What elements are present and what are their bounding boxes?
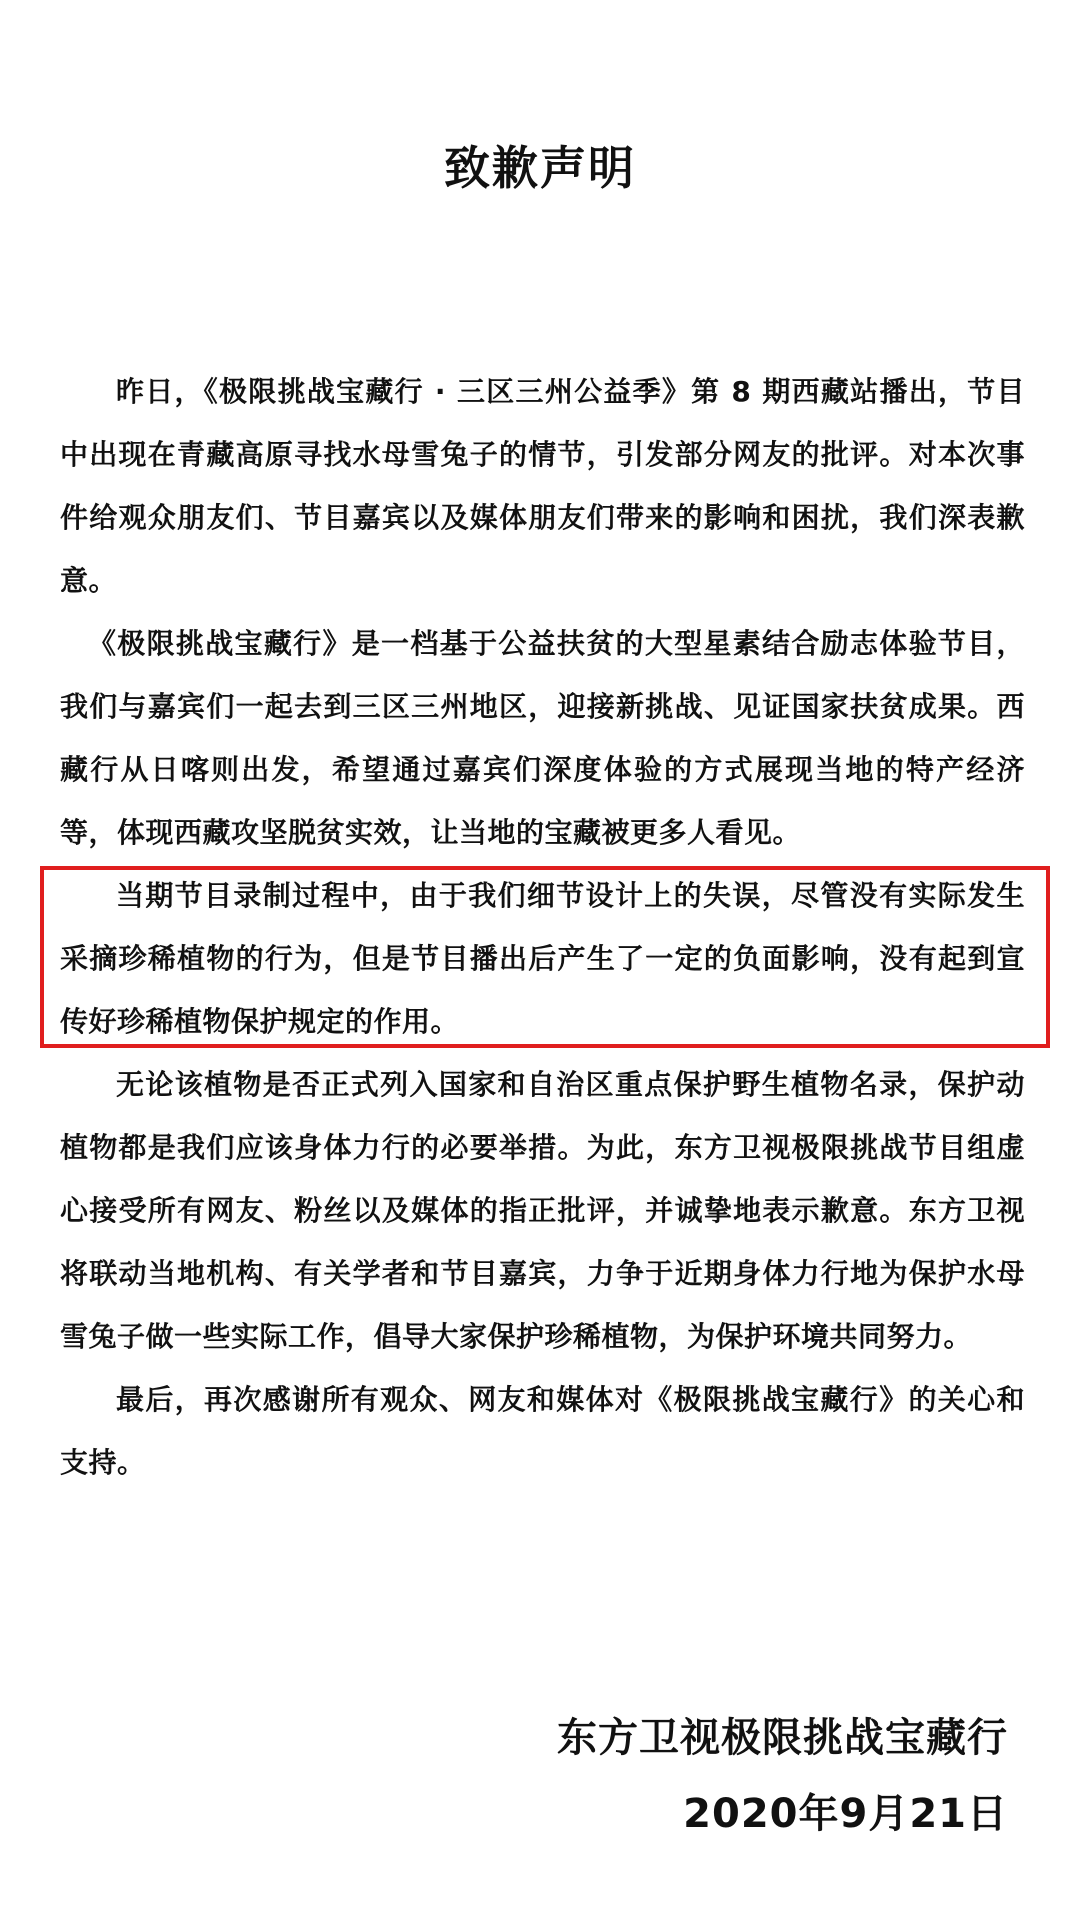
document-title: 致歉声明 xyxy=(444,141,636,195)
signature-block xyxy=(557,1700,1008,1852)
signature-organization: 东方卫视极限挑战宝藏行 xyxy=(557,1715,1008,1761)
paragraph-1: 昨日，《极限挑战宝藏行 · 三区三州公益季》第 8 期西藏站播出，节目中出现在青藏高原寻找水母雪兔子的情节，引发部分网友的批评。对本次事件给观众朋友们、节目嘉宾以及媒体朋友们带来的影响和困扰，我们深表歉意。 xyxy=(60,375,1025,597)
paragraph-5: 最后，再次感谢所有观众、网友和媒体对《极限挑战宝藏行》的关心和支持。 xyxy=(60,1383,1025,1479)
paragraph-3-highlighted: 当期节目录制过程中，由于我们细节设计上的失误，尽管没有实际发生采摘珍稀植物的行为，但是节目播出后产生了一定的负面影响，没有起到宣传好珍稀植物保护规定的作用。 xyxy=(60,879,1025,1038)
paragraph-4: 无论该植物是否正式列入国家和自治区重点保护野生植物名录，保护动植物都是我们应该身体力行的必要举措。为此，东方卫视极限挑战节目组虚心接受所有网友、粉丝以及媒体的指正批评，并诚挚地表示歉意。东方卫视将联动当地机构、有关学者和节目嘉宾，力争于近期身体力行地为保护水母雪兔子做一些实际工作，倡导大家保护珍稀植物，为保护环境共同努力。 xyxy=(60,1068,1025,1353)
signature-date: 2020年9月21日 xyxy=(683,1791,1008,1837)
statement-body xyxy=(60,360,1025,1494)
paragraph-2: 《极限挑战宝藏行》是一档基于公益扶贫的大型星素结合励志体验节目，我们与嘉宾们一起去到三区三州地区，迎接新挑战、见证国家扶贫成果。西藏行从日喀则出发，希望通过嘉宾们深度体验的方式展现当地的特产经济等，体现西藏攻坚脱贫实效，让当地的宝藏被更多人看见。 xyxy=(60,627,1025,849)
